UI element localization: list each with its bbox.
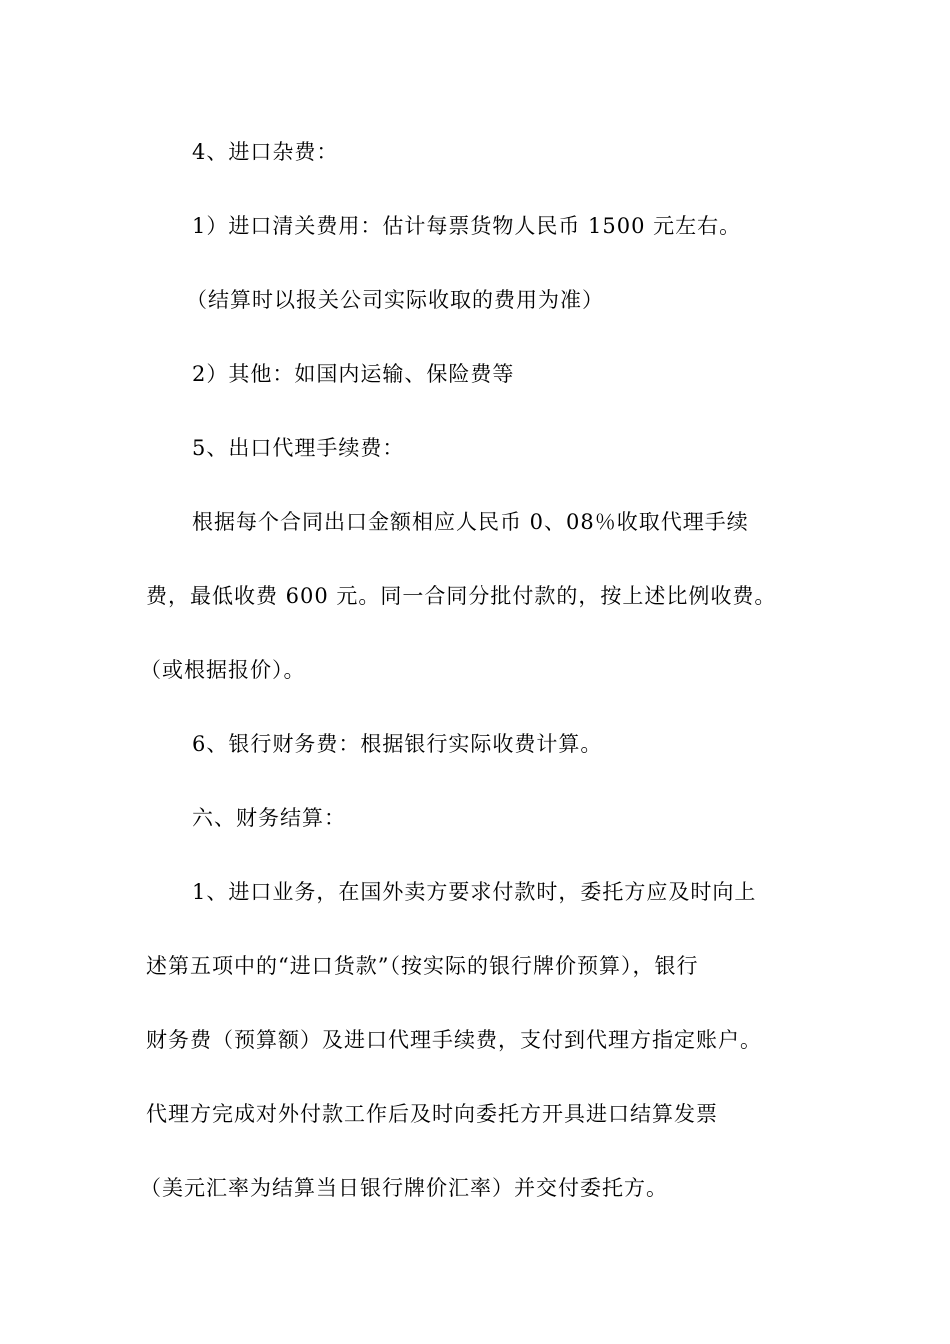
paragraph-export-fee-line-2: 费，最低收费 600 元。同一合同分批付款的，按上述比例收费。 [146, 584, 777, 608]
item-import-clearance-fee: 1）进口清关费用：估计每票货物人民币 1500 元左右。 [192, 214, 742, 238]
paragraph-settlement-line-1: 1、进口业务，在国外卖方要求付款时，委托方应及时向上 [192, 880, 757, 904]
paragraph-settlement-line-5: （美元汇率为结算当日银行牌价汇率）并交付委托方。 [140, 1176, 668, 1200]
paragraph-export-fee-line-3: （或根据报价）。 [140, 658, 306, 682]
paragraph-settlement-line-2: 述第五项中的“进口货款”（按实际的银行牌价预算），银行 [146, 954, 699, 978]
paragraph-settlement-line-3: 财务费（预算额）及进口代理手续费，支付到代理方指定账户。 [146, 1028, 762, 1052]
paragraph-export-fee-line-1: 根据每个合同出口金额相应人民币 0、08％收取代理手续 [192, 510, 749, 534]
paragraph-settlement-line-4: 代理方完成对外付款工作后及时向委托方开具进口结算发票 [146, 1102, 718, 1126]
heading-export-agency-fee: 5、出口代理手续费： [192, 436, 405, 460]
heading-import-misc-fees: 4、进口杂费： [192, 140, 339, 164]
note-clearance-settlement: （结算时以报关公司实际收取的费用为准） [186, 288, 604, 312]
heading-financial-settlement: 六、财务结算： [192, 806, 346, 830]
heading-bank-fees: 6、银行财务费：根据银行实际收费计算。 [192, 732, 603, 756]
item-other-fees: 2）其他：如国内运输、保险费等 [192, 362, 515, 386]
